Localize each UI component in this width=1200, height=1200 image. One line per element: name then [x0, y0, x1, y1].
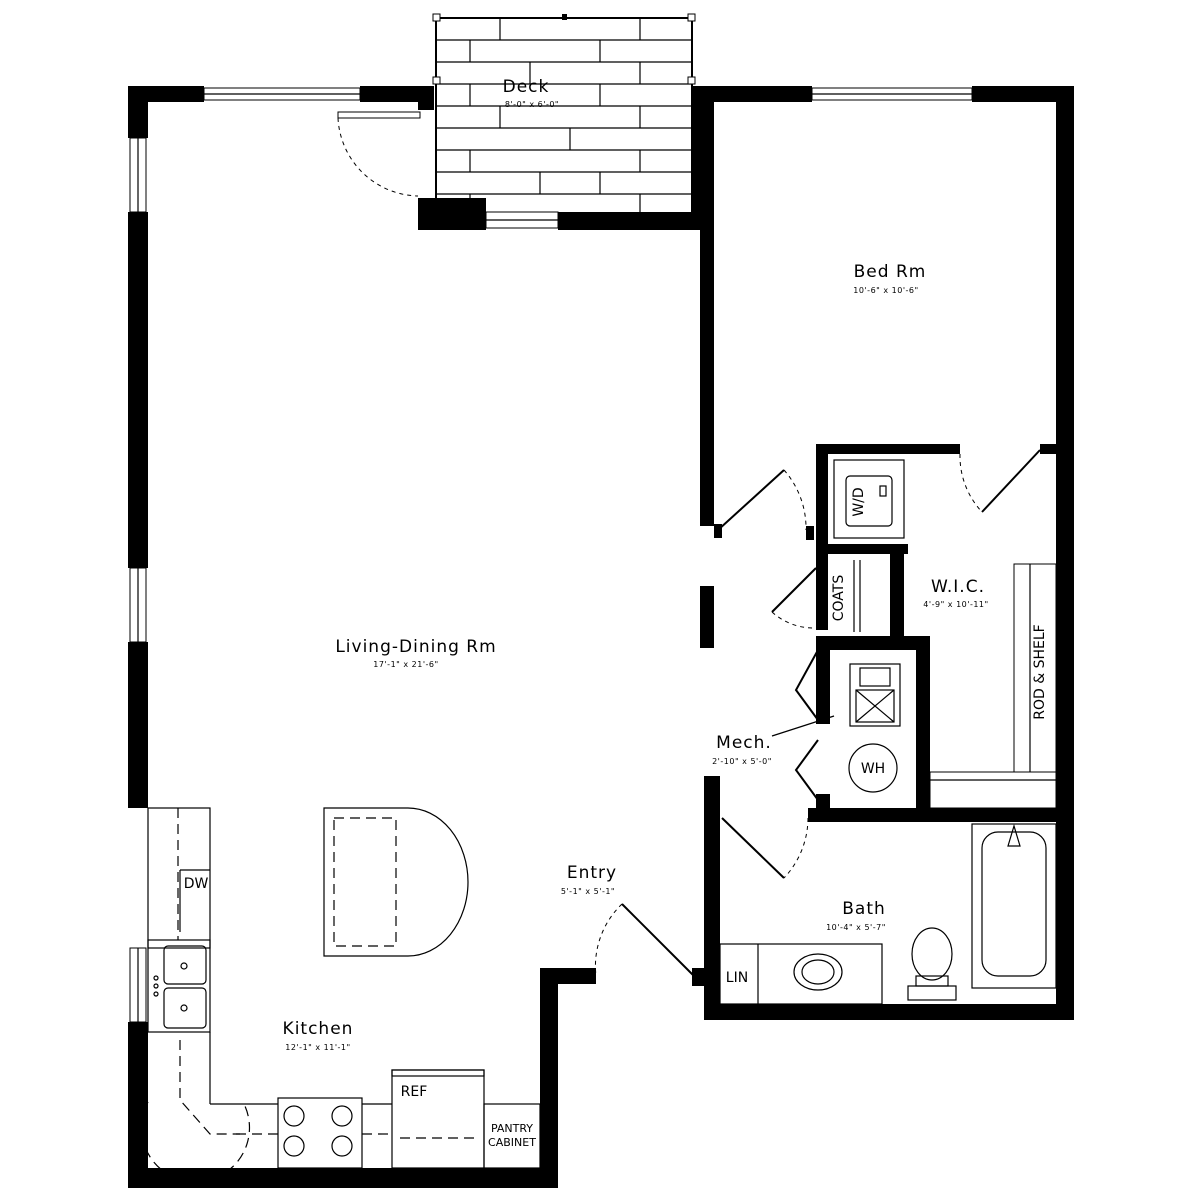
- refrigerator-label: REF: [400, 1084, 428, 1100]
- mech-title: Mech.: [716, 733, 772, 753]
- vanity: [720, 944, 882, 1004]
- deck-door: [338, 112, 420, 196]
- washer-dryer: [834, 460, 904, 538]
- toilet: [908, 928, 956, 1000]
- bathtub: [972, 824, 1056, 988]
- washer-dryer-label: W/D: [851, 487, 867, 517]
- living-dim: 17'-1" x 21'-6": [373, 660, 439, 669]
- bedroom-title: Bed Rm: [853, 262, 927, 282]
- water-heater: [849, 744, 897, 792]
- deck-dim: 8'-0" x 6'-0": [504, 100, 560, 109]
- exterior-walls: [128, 86, 1074, 1188]
- coats-closet: [831, 560, 860, 632]
- linen-label: LIN: [725, 970, 749, 986]
- kitchen-counters: [141, 808, 540, 1182]
- kitchen-dim: 12'-1" x 11'-1": [285, 1043, 351, 1052]
- bath-dim: 10'-4" x 5'-7": [826, 923, 886, 932]
- dishwasher-label: DW: [183, 876, 209, 892]
- kitchen-title: Kitchen: [282, 1019, 354, 1039]
- bedroom-dim: 10'-6" x 10'-6": [853, 286, 919, 295]
- kitchen-island: [324, 808, 468, 956]
- windows: [130, 88, 972, 1022]
- bath-title: Bath: [842, 899, 886, 919]
- mech-dim: 2'-10" x 5'-0": [712, 757, 772, 766]
- living-title: Living-Dining Rm: [335, 637, 497, 657]
- pantry-label-line2: CABINET: [488, 1136, 536, 1149]
- coats-label: COATS: [831, 574, 847, 622]
- wic-title: W.I.C.: [931, 577, 985, 597]
- water-heater-label: WH: [860, 761, 886, 777]
- deck-title: Deck: [502, 77, 550, 97]
- pantry-label-line1: PANTRY: [490, 1122, 534, 1135]
- wic-dim: 4'-9" x 10'-11": [923, 600, 989, 609]
- deck-area: [433, 14, 695, 214]
- rod-shelf-label: ROD & SHELF: [1032, 624, 1048, 720]
- entry-title: Entry: [566, 863, 618, 883]
- furnace: [850, 664, 900, 726]
- entry-dim: 5'-1" x 5'-1": [560, 887, 616, 896]
